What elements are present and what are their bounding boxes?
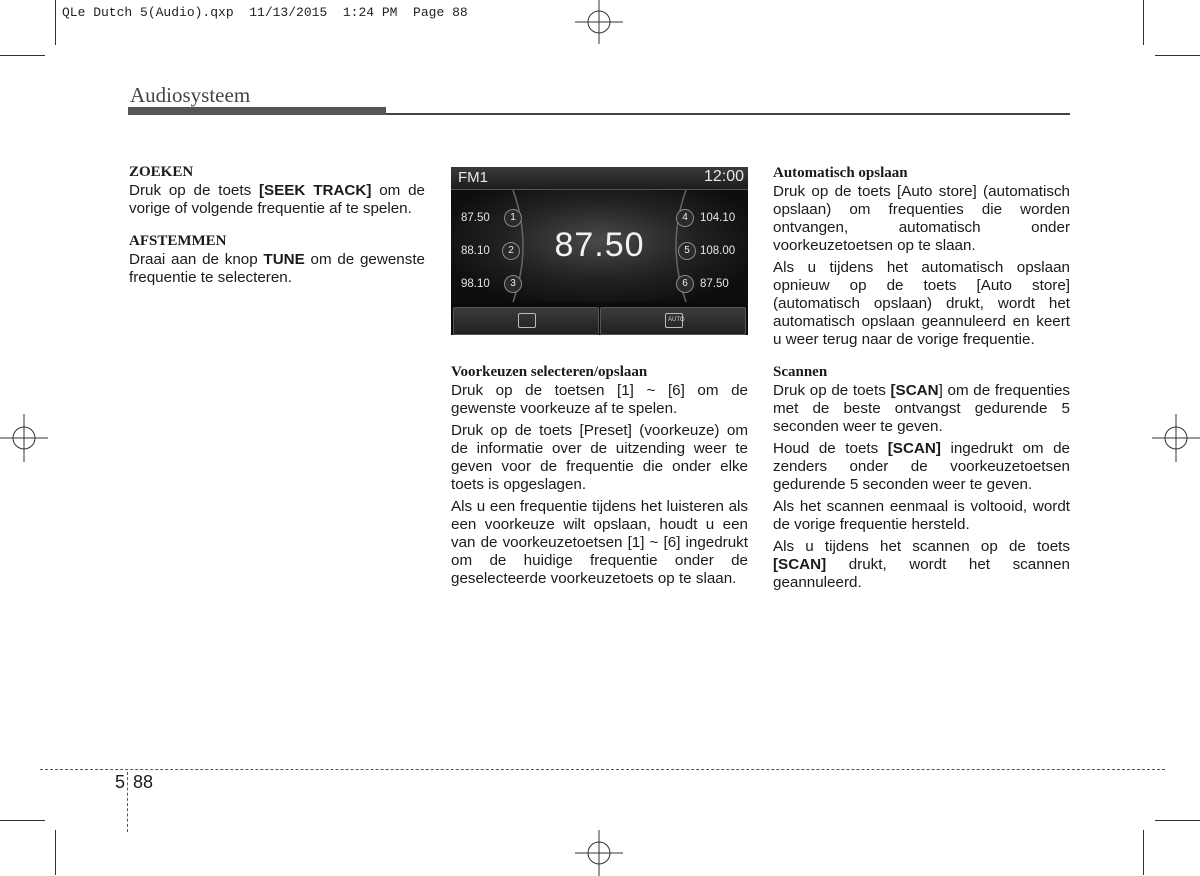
paragraph: Druk op de toets [Preset] (voorkeuze) om de informatie over de uitzending weer te geven voor de frequentie die onder elke toets is opgeslagen. <box>451 422 748 493</box>
preset-freq[interactable]: 108.00 <box>700 245 736 257</box>
registration-mark-icon <box>575 0 623 48</box>
radio-screen <box>451 167 748 335</box>
crop-mark <box>0 820 45 821</box>
column-1 <box>129 163 425 291</box>
paragraph: Druk op de toetsen [1] ~ [6] om de gewenste voorkeuze af te spelen. <box>451 382 748 417</box>
column-2 <box>451 363 748 592</box>
paragraph: Druk op de toets [Auto store] (automatisch opslaan) om frequenties die worden ontvangen, automatisch onder voorkeuzetoetsen op te slaan. <box>773 183 1070 254</box>
paragraph: Houd de toets [SCAN] ingedrukt om de zenders onder de voorkeuzetoetsen gedurende 5 seconden weer te geven. <box>773 440 1070 493</box>
current-frequency: 87.50 <box>554 226 645 264</box>
registration-mark-icon <box>0 414 48 462</box>
preset-button-1[interactable]: 1 <box>504 209 522 227</box>
paragraph: Druk op de toets [SCAN] om de frequenties met de beste ontvangst gedurende 5 seconden weer te geven. <box>773 382 1070 435</box>
heading-automatisch-opslaan: Automatisch opslaan <box>773 165 908 181</box>
paragraph-afstemmen: Draai aan de knop TUNE om de gewenste frequentie te selecteren. <box>129 251 425 286</box>
column-3 <box>773 164 1070 596</box>
paragraph: Als u tijdens het automatisch opslaan opnieuw op de toets [Auto store] (automatisch opslaan) drukt, wordt het automatisch opslaan geannuleerd en keert u weer terug naar de vorige frequentie. <box>773 259 1070 348</box>
autostore-icon: AUTO <box>665 313 683 328</box>
radio-list-icon <box>518 313 536 328</box>
screen-main <box>451 190 748 302</box>
preset-button-3[interactable]: 3 <box>504 275 522 293</box>
crop-mark <box>0 55 45 56</box>
preset-button-6[interactable]: 6 <box>676 275 694 293</box>
preset-freq[interactable]: 87.50 <box>700 278 729 290</box>
preset-freq[interactable]: 98.10 <box>461 278 490 290</box>
print-slug: QLe Dutch 5(Audio).qxp 11/13/2015 1:24 PM Page 88 <box>62 5 468 20</box>
paragraph: Als u een frequentie tijdens het luisteren als een voorkeuze wilt opslaan, houdt u een van de voorkeuzetoetsen [1] ~ [6] ingedrukt om de huidige frequentie onder de geselecteerde voorkeuzetoets op te slaan. <box>451 498 748 587</box>
clock: 12:00 <box>703 168 744 185</box>
radio-list-button[interactable] <box>453 307 599 335</box>
registration-mark-icon <box>575 828 623 876</box>
registration-mark-icon <box>1152 414 1200 462</box>
crop-mark <box>1143 830 1144 875</box>
preset-button-4[interactable]: 4 <box>676 209 694 227</box>
crop-mark <box>1155 55 1200 56</box>
heading-afstemmen: AFSTEMMEN <box>129 233 227 249</box>
screen-status-bar <box>451 167 748 190</box>
band-label: FM1 <box>458 169 488 186</box>
footer-rule <box>40 769 1165 770</box>
crop-mark <box>1143 0 1144 45</box>
header-rule-accent <box>128 107 386 115</box>
autostore-button[interactable] <box>600 307 746 335</box>
footer-separator <box>127 772 128 832</box>
preset-freq[interactable]: 87.50 <box>461 212 490 224</box>
heading-scannen: Scannen <box>773 364 828 380</box>
chapter-number: 5 <box>115 772 126 792</box>
crop-mark <box>55 830 56 875</box>
preset-button-2[interactable]: 2 <box>502 242 520 260</box>
heading-zoeken: ZOEKEN <box>129 164 194 180</box>
crop-mark <box>55 0 56 45</box>
preset-freq[interactable]: 104.10 <box>700 212 736 224</box>
preset-freq[interactable]: 88.10 <box>461 245 490 257</box>
preset-button-5[interactable]: 5 <box>678 242 696 260</box>
paragraph: Als u tijdens het scannen op de toets [SCAN] drukt, wordt het scannen geannuleerd. <box>773 538 1070 591</box>
paragraph-zoeken: Druk op de toets [SEEK TRACK] om de vorige of volgende frequentie af te spelen. <box>129 182 425 217</box>
crop-mark <box>1155 820 1200 821</box>
screen-softkeys <box>451 305 748 335</box>
heading-voorkeuzen: Voorkeuzen selecteren/opslaan <box>451 364 648 380</box>
section-title: Audiosysteem <box>130 83 251 107</box>
paragraph: Als het scannen eenmaal is voltooid, wordt de vorige frequentie hersteld. <box>773 498 1070 533</box>
page-number: 88 <box>133 772 154 792</box>
